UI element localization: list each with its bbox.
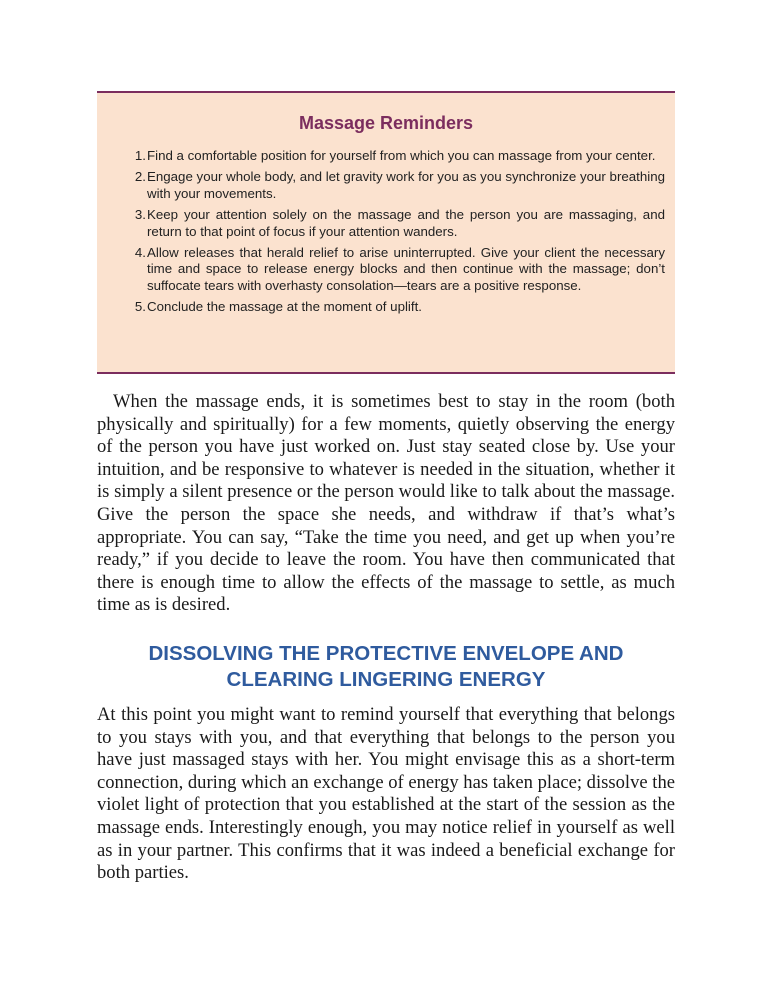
list-item xyxy=(125,299,665,316)
section-heading xyxy=(97,641,675,693)
list-item xyxy=(125,207,665,241)
reminders-title: Massage Reminders xyxy=(298,113,474,133)
list-item xyxy=(125,148,665,165)
section-heading-line-2: CLEARING LINGERING ENERGY xyxy=(226,668,546,691)
list-item-text: Allow releases that herald relief to arise uninterrupted. Give your client the necessary time and space to release energy blocks and then continue with the massage; don’t suffocate tears with overhasty consolation—tears are a positive response. xyxy=(147,244,665,294)
list-item xyxy=(125,245,665,296)
list-item-number: 1. xyxy=(134,148,146,163)
massage-reminders-box xyxy=(97,91,675,374)
list-item xyxy=(125,169,665,203)
list-item-number: 3. xyxy=(134,206,146,222)
list-item-text: Engage your whole body, and let gravity work for you as you synchronize your breathing with your movements. xyxy=(147,168,665,201)
reminders-list xyxy=(125,148,665,320)
list-item-text: Find a comfortable position for yourself from which you can massage from your center. xyxy=(147,148,656,163)
list-item-number: 5. xyxy=(134,299,146,315)
list-item-number: 2. xyxy=(134,168,146,184)
list-item-text: Conclude the massage at the moment of uplift. xyxy=(147,299,422,315)
body-paragraph-dissolving: At this point you might want to remind yourself that everything that belongs to you stays with you, and that everything that belongs to the person you have just massaged stays with her. You might envisage this as a short-term connection, during which an exchange of energy has taken place; dissolve the violet light of protection that you established at the start of the session as the massage ends. Interestingly enough, you may notice relief in yourself as well as in your partner. This confirms that it was indeed a beneficial exchange for both parties. xyxy=(97,704,675,884)
section-heading-line-1: DISSOLVING THE PROTECTIVE ENVELOPE AND xyxy=(148,642,624,665)
body-paragraph-massage-ends: When the massage ends, it is sometimes best to stay in the room (both physically and spiritually) for a few moments, quietly observing the energy of the person you have just worked on. Just stay seated close by. Use your intuition, and be responsive to whatever is needed in the situation, whether it is simply a silent presence or the person would like to talk about the massage. Give the person the space she needs, and withdraw if that’s what’s appropriate. You can say, “Take the time you need, and get up when you’re ready,” if you decide to leave the room. You have then communicated that there is enough time to allow the effects of the massage to settle, as much time as is desired. xyxy=(97,391,675,616)
list-item-number: 4. xyxy=(134,244,146,260)
list-item-text: Keep your attention solely on the massage and the person you are massaging, and return to that point of focus if your attention wanders. xyxy=(147,206,665,239)
